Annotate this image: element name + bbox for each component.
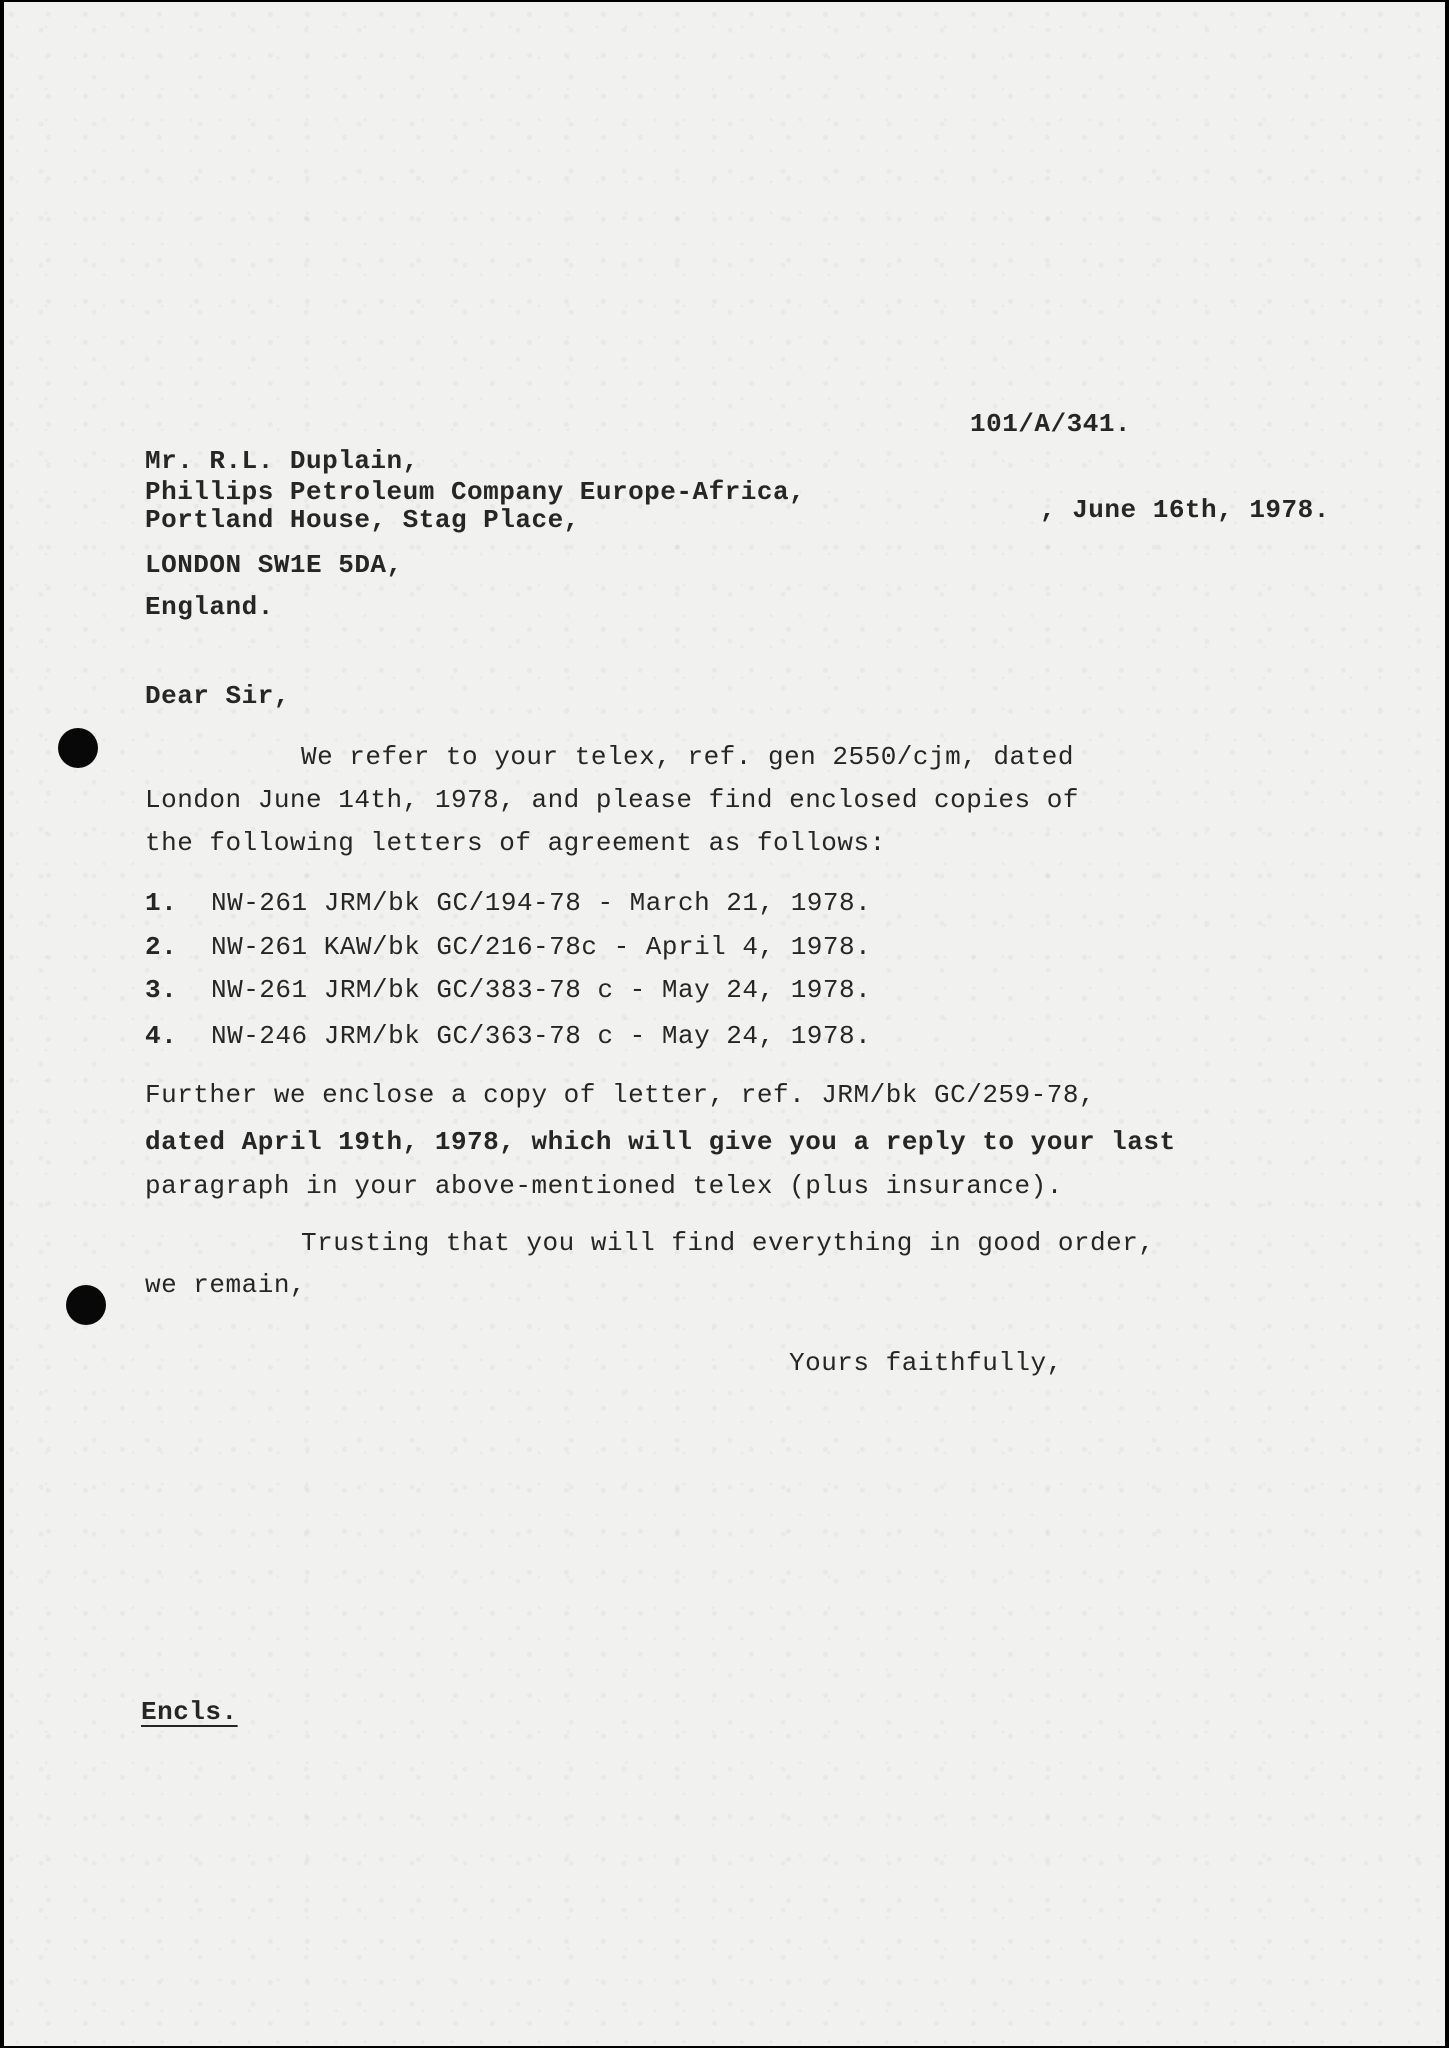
further-line: Further we enclose a copy of letter, ref. JRM/bk GC/259-78, (145, 1080, 1096, 1110)
intro-line: the following letters of agreement as follows: (145, 828, 886, 858)
salutation: Dear Sir, (145, 681, 290, 711)
closing-line: Trusting that you will find everything in good order, (301, 1228, 1155, 1258)
further-line: dated April 19th, 1978, which will give you a reply to your last (145, 1127, 1176, 1157)
recipient-company: Phillips Petroleum Company Europe-Africa, (145, 477, 806, 507)
punch-hole (58, 728, 98, 768)
recipient-country: England. (145, 592, 274, 622)
enclosures-note: Encls. (141, 1697, 238, 1727)
intro-line: We refer to your telex, ref. gen 2550/cjm, dated (301, 742, 1074, 772)
closing-line: we remain, (145, 1270, 307, 1300)
agreement-number: 4. (145, 1021, 178, 1051)
further-line: paragraph in your above-mentioned telex (plus insurance). (145, 1171, 1063, 1201)
reference-number: 101/A/341. (970, 409, 1132, 439)
punch-hole (66, 1285, 106, 1325)
agreement-number: 3. (145, 975, 178, 1005)
agreement-text: NW-261 JRM/bk GC/194-78 - March 21, 1978. (211, 888, 872, 918)
recipient-street: Portland House, Stag Place, (145, 505, 580, 535)
intro-line: London June 14th, 1978, and please find enclosed copies of (145, 785, 1079, 815)
recipient-name: Mr. R.L. Duplain, (145, 446, 419, 476)
agreement-text: NW-261 KAW/bk GC/216-78c - April 4, 1978. (211, 932, 872, 962)
signoff: Yours faithfully, (789, 1348, 1063, 1378)
letter-page (4, 2, 1445, 2046)
agreement-text: NW-261 JRM/bk GC/383-78 c - May 24, 1978. (211, 975, 872, 1005)
agreement-text: NW-246 JRM/bk GC/363-78 c - May 24, 1978. (211, 1021, 872, 1051)
recipient-city: LONDON SW1E 5DA, (145, 550, 403, 580)
agreement-number: 2. (145, 932, 178, 962)
letter-date: , June 16th, 1978. (1040, 495, 1330, 525)
agreement-number: 1. (145, 888, 178, 918)
